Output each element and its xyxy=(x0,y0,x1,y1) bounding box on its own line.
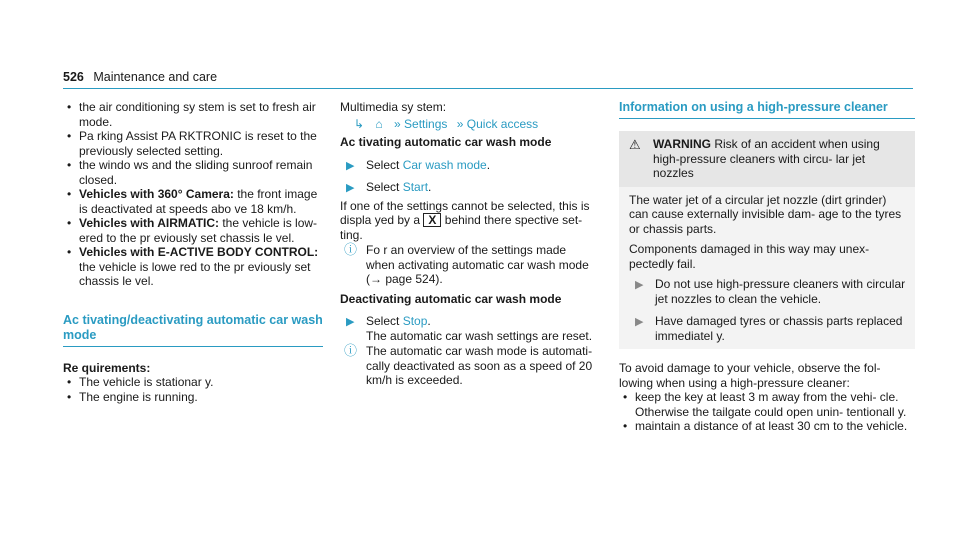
column-2 xyxy=(340,100,598,388)
list-item xyxy=(63,187,323,216)
page-number: 526 xyxy=(63,70,84,84)
stop-link: Stop xyxy=(402,314,428,328)
item-label: Vehicles with 360° Camera: xyxy=(79,187,234,201)
step-arrow-icon: ▶ xyxy=(346,182,355,194)
warning-step: ▶ Have damaged tyres or chassis parts replaced immediatel y. xyxy=(635,314,903,343)
page-header xyxy=(63,70,217,84)
enter-arrow-icon: ↳ xyxy=(354,116,365,131)
list-item: • The vehicle is stationar y. xyxy=(63,375,323,390)
item-label: Vehicles with E-ACTIVE BODY CONTROL: xyxy=(79,245,319,259)
list-item: • Pa rking Assist PA RKTRONIC is reset to the previously selected setting. xyxy=(63,129,323,158)
item-text: the vehicle is lowe red to the pr eviously set chassis le vel. xyxy=(79,259,311,288)
note: ⓘ The automatic car wash mode is automati‐ cally deactivated as soon as a speed of 20 km/h is exceeded. xyxy=(344,343,593,387)
path-settings: Settings xyxy=(404,116,448,131)
step-arrow-icon: ▶ xyxy=(635,279,644,291)
cleaner-list xyxy=(619,390,915,434)
step-select-stop: ▶ Select Stop. The automatic car wash settings are reset. xyxy=(346,314,593,343)
note: ⓘ Fo r an overview of the settings made when activating automatic car wash mode (→ page 524). xyxy=(344,242,589,286)
list-item: • maintain a distance of at least 30 cm to the vehicle. xyxy=(619,419,915,434)
section-heading: Ac tivating/deactivating automatic car wash mode xyxy=(63,312,323,342)
menu-path xyxy=(340,117,598,132)
column-1 xyxy=(63,100,323,404)
path-quick-access: Quick access xyxy=(466,116,539,131)
header-rule xyxy=(63,88,913,89)
conditions-list xyxy=(63,100,323,289)
step-select-car-wash: ▶ Select Car wash mode. xyxy=(346,157,491,172)
item-text: the front image is deactivated at speeds abo ve 18 km/h. xyxy=(79,187,318,216)
list-item: • The engine is running. xyxy=(63,390,323,405)
info-icon: ⓘ xyxy=(344,242,358,257)
column-3 xyxy=(619,100,915,434)
list-item: • the windo ws and the sliding sunroof remain closed. xyxy=(63,158,323,187)
warning-box xyxy=(619,131,915,349)
activating-heading: Ac tivating automatic car wash mode xyxy=(340,135,552,149)
warning-paragraph: Components damaged in this way may unex‐ pectedly fail. xyxy=(629,242,870,271)
paragraph: If one of the settings cannot be selected, this is displa yed by a X behind there spective set‐ ting. xyxy=(340,198,590,242)
section-heading: Information on using a high-pressure cleaner xyxy=(619,100,888,114)
paragraph: To avoid damage to your vehicle, observe the fol‐ lowing when using a high-pressure cleaner: xyxy=(619,361,881,390)
home-icon: ⌂ xyxy=(375,116,383,131)
item-label: Vehicles with AIRMATIC: xyxy=(79,216,220,230)
warning-body xyxy=(619,187,915,350)
warning-header: ⚠ WARNING Risk of an accident when using high-pressure cleaners with circu‐ lar jet nozzles xyxy=(619,131,915,187)
list-item: • the air conditioning sy stem is set to fresh air mode. xyxy=(63,100,323,129)
chevron-icon: » xyxy=(394,116,401,131)
step-arrow-icon: ▶ xyxy=(346,159,355,172)
start-link: Start xyxy=(402,180,429,194)
step-select-start: ▶ Select Start. xyxy=(346,180,432,194)
item-text: the vehicle is low‐ ered to the pr eviously set chassis le vel. xyxy=(79,216,318,245)
requirements-list xyxy=(63,375,323,404)
step-arrow-icon: ▶ xyxy=(635,316,644,328)
info-icon: ⓘ xyxy=(344,343,358,358)
multimedia-label: Multimedia sy stem: xyxy=(340,100,447,114)
warning-paragraph: The water jet of a circular jet nozzle (dirt grinder) can cause externally invisible dam‐ age to the tyres or chassis parts. xyxy=(629,192,902,236)
list-item xyxy=(63,245,323,289)
chevron-icon: » xyxy=(456,116,464,131)
car-wash-mode-link: Car wash mode xyxy=(402,157,487,172)
warning-label: WARNING xyxy=(653,137,711,151)
warning-triangle-icon: ⚠ xyxy=(629,137,641,152)
section-title: Maintenance and care xyxy=(93,70,218,84)
deactivating-heading: Deactivating automatic car wash mode xyxy=(340,291,562,306)
warning-step: ▶ Do not use high-pressure cleaners with circular jet nozzles to clean the vehicle. xyxy=(635,277,906,306)
list-item xyxy=(63,216,323,245)
requirements-label: Re quirements: xyxy=(63,360,151,375)
list-item: • keep the key at least 3 m away from the vehi‐ cle. Otherwise the tailgate could open unin‐ tentionall y. xyxy=(619,390,915,419)
step-arrow-icon: ▶ xyxy=(346,316,355,328)
x-symbol-icon: X xyxy=(423,213,441,227)
